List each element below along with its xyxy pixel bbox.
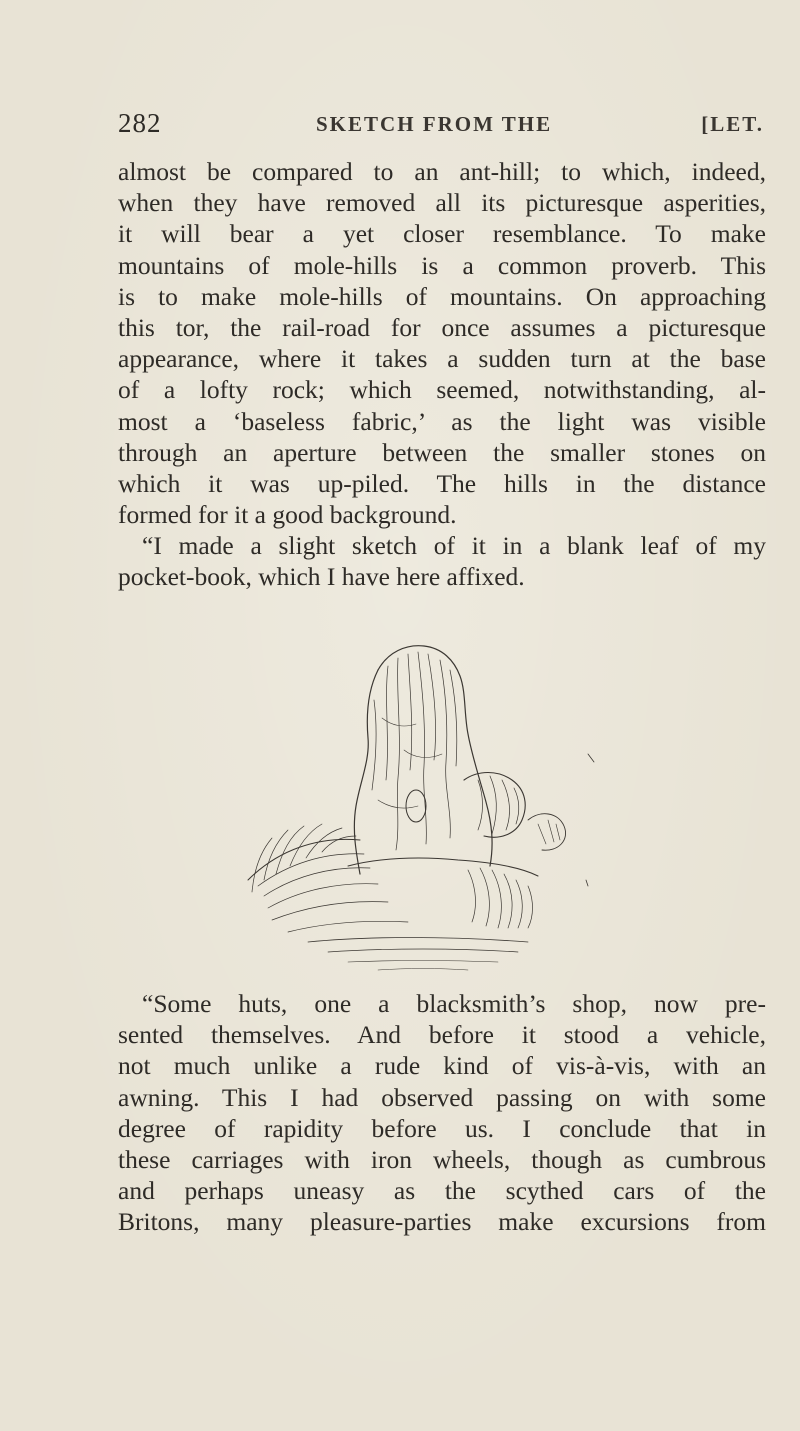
text-line: pocket-book, which I have here affixed.: [118, 562, 525, 592]
text-line: of a lofty rock; which seemed, notwithstanding, al-: [118, 375, 766, 405]
text-line: which it was up-piled. The hills in the distance: [118, 468, 766, 498]
running-head-title: SKETCH FROM THE: [316, 112, 553, 136]
text-line: and perhaps uneasy as the scythed cars of the: [118, 1176, 766, 1206]
text-line: through an aperture between the smaller stones on: [118, 437, 766, 467]
text-line: Britons, many pleasure-parties make excursions from: [118, 1207, 766, 1237]
running-head-section: [LET.: [701, 112, 764, 136]
text-line: formed for it a good background.: [118, 500, 457, 530]
text-line: these carriages with iron wheels, though as cumbrous: [118, 1144, 766, 1174]
text-line: “Some huts, one a blacksmith’s shop, now pre-: [142, 989, 766, 1018]
text-line: degree of rapidity before us. I conclude that in: [118, 1113, 766, 1143]
tor-sketch-illustration: [228, 630, 628, 975]
text-line: appearance, where it takes a sudden turn at the base: [118, 344, 766, 374]
text-line: awning. This I had observed passing on with some: [118, 1082, 766, 1112]
text-line: sented themselves. And before it stood a vehicle,: [118, 1020, 766, 1050]
text-block-bottom: [118, 988, 766, 1238]
text-line: is to make mole-hills of mountains. On approaching: [118, 281, 766, 311]
running-head: [118, 108, 764, 148]
text-line: most a ‘baseless fabric,’ as the light was visible: [118, 406, 766, 436]
text-line: this tor, the rail-road for once assumes a picturesque: [118, 312, 766, 342]
text-line: almost be compared to an ant-hill; to which, indeed,: [118, 157, 766, 186]
text-line: it will bear a yet closer resemblance. To make: [118, 219, 766, 249]
page-number: 282: [118, 108, 162, 138]
text-line: when they have removed all its picturesque asperities,: [118, 188, 766, 218]
text-line: “I made a slight sketch of it in a blank leaf of my: [142, 531, 766, 561]
text-line: not much unlike a rude kind of vis-à-vis, with an: [118, 1051, 766, 1081]
text-line: mountains of mole-hills is a common proverb. This: [118, 250, 766, 280]
text-block-top: [118, 156, 766, 593]
